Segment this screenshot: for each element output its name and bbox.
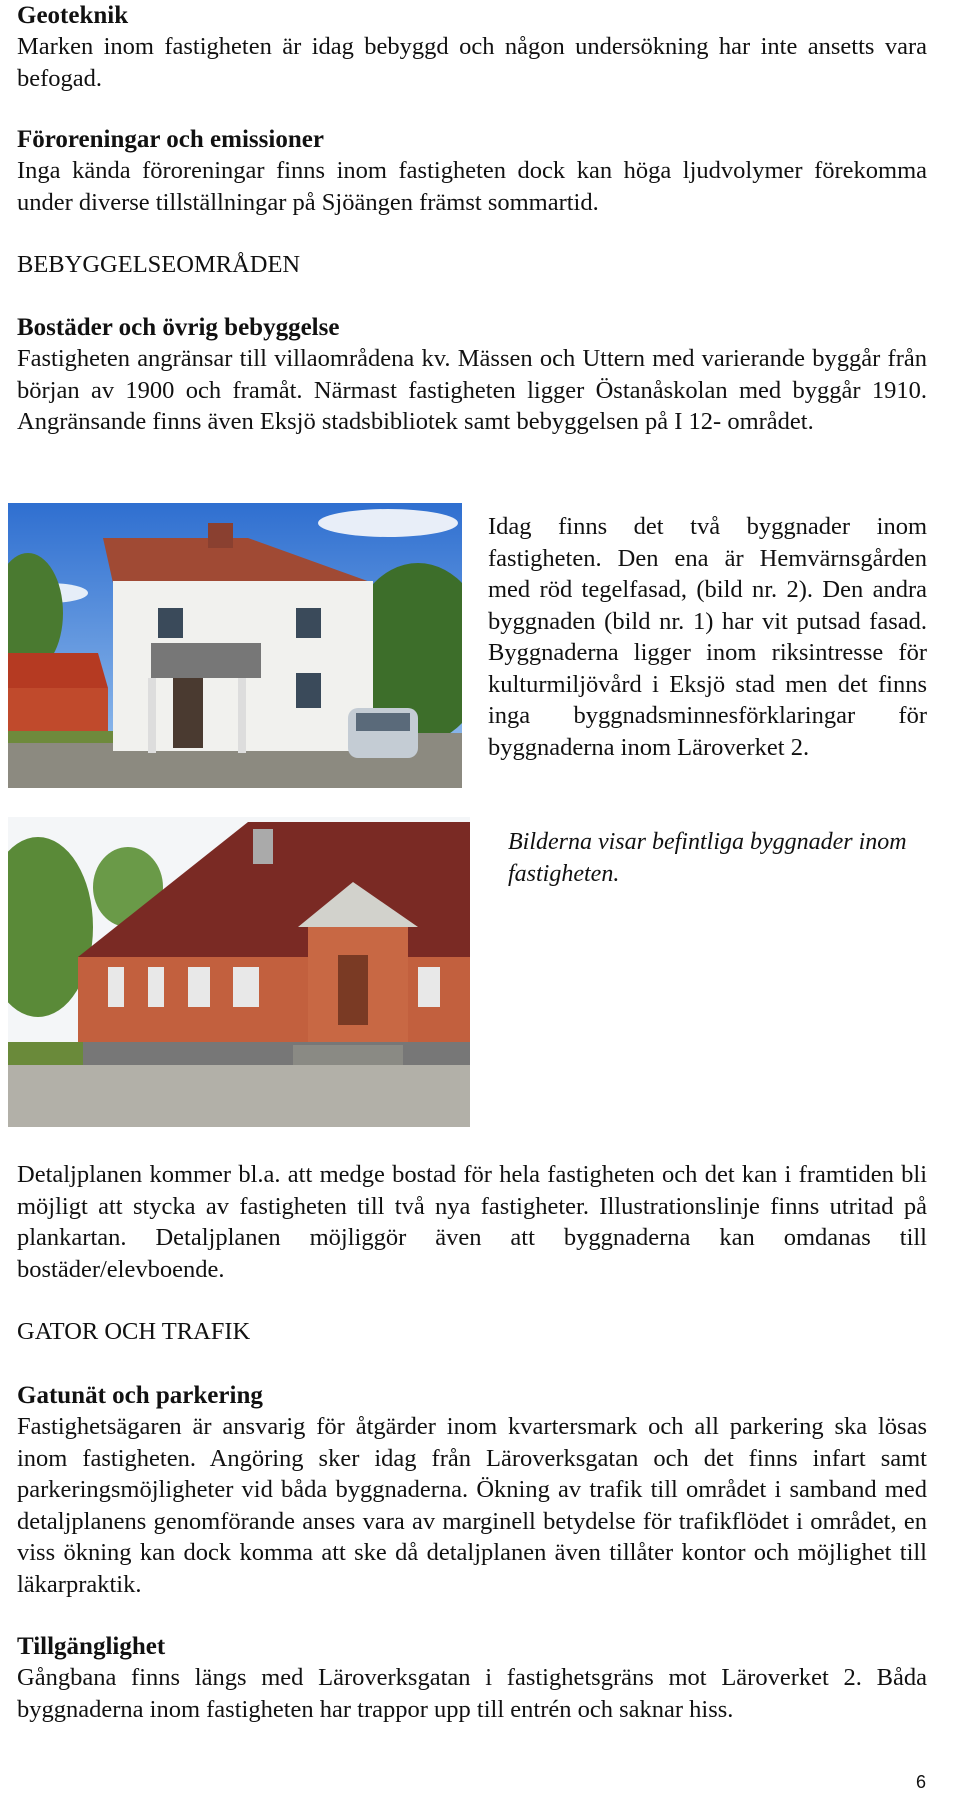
fororeningar-section <box>17 124 927 218</box>
white-house-photo <box>8 503 462 788</box>
buildings-description: Idag finns det två byggnader inom fastigheten. Den ena är Hemvärnsgården med röd tegelfasad, (bild nr. 2). Den andra byggnaden (bild nr. 1) har vit putsad fasad. Byggnaderna ligger inom riksintresse för kulturmiljövård i Eksjö stad men det finns inga byggnadsminnesförklaringar för byggnaderna inom Läroverket 2. <box>488 513 927 761</box>
red-brick-house-photo <box>8 817 470 1127</box>
bostader-text: Fastigheten angränsar till villaområdena kv. Mässen och Uttern med varierande byggår från början av 1900 och framåt. Närmast fastigheten ligger Östanåskolan med byggår 1910. Angränsande finns även Eksjö stadsbibliotek samt bebyggelsen på I 12- området. <box>17 345 927 435</box>
fororeningar-heading: Föroreningar och emissioner <box>17 126 324 153</box>
geoteknik-text: Marken inom fastigheten är idag bebyggd och någon undersökning har inte ansetts vara befogad. <box>17 33 927 92</box>
detaljplan-section <box>17 1159 927 1285</box>
tillganglighet-section <box>17 1631 927 1725</box>
fororeningar-text: Inga kända föroreningar finns inom fastigheten dock kan höga ljudvolymer förekomma under diverse tillställningar på Sjöängen främst sommartid. <box>17 157 927 216</box>
detaljplan-text: Detaljplanen kommer bl.a. att medge bostad för hela fastigheten och det kan i framtiden bli möjligt att stycka av fastigheten till två nya fastigheter. Illustrationslinje finns utritad på plankartan. Detaljplanen möjliggör även att byggnaderna kan omdanas till bostäder/elevboende. <box>17 1161 927 1283</box>
tillganglighet-heading: Tillgänglighet <box>17 1633 166 1660</box>
tillganglighet-text: Gångbana finns längs med Läroverksgatan i fastighetsgräns mot Läroverket 2. Båda byggnaderna inom fastigheten har trappor upp till entrén och saknar hiss. <box>17 1664 927 1723</box>
gator-section-title: GATOR OCH TRAFIK <box>17 1318 251 1345</box>
bostader-heading: Bostäder och övrig bebyggelse <box>17 314 340 341</box>
bebyggelse-section-title: BEBYGGELSEOMRÅDEN <box>17 251 301 278</box>
gatunat-section <box>17 1380 927 1600</box>
gatunat-heading: Gatunät och parkering <box>17 1382 263 1409</box>
bostader-section <box>17 312 927 438</box>
page-number: 6 <box>915 1772 926 1792</box>
geoteknik-heading: Geoteknik <box>17 2 129 29</box>
gatunat-text: Fastighetsägaren är ansvarig för åtgärder inom kvartersmark och all parkering ska lösas inom fastigheten. Angöring sker idag från Läroverksgatan och det finns infart samt parkeringsmöjligheter vid båda byggnaderna. Ökning av trafik till området i samband med detaljplanens genomförande anses vara av marginell betydelse för trafikflödet i området, en viss ökning kan dock komma att ske då detaljplanen även tillåter kontor och möjlighet till läkarpraktik. <box>17 1413 927 1598</box>
photo-caption: Bilderna visar befintliga byggnader inom fastigheten. <box>508 829 907 887</box>
geoteknik-section <box>17 0 927 94</box>
